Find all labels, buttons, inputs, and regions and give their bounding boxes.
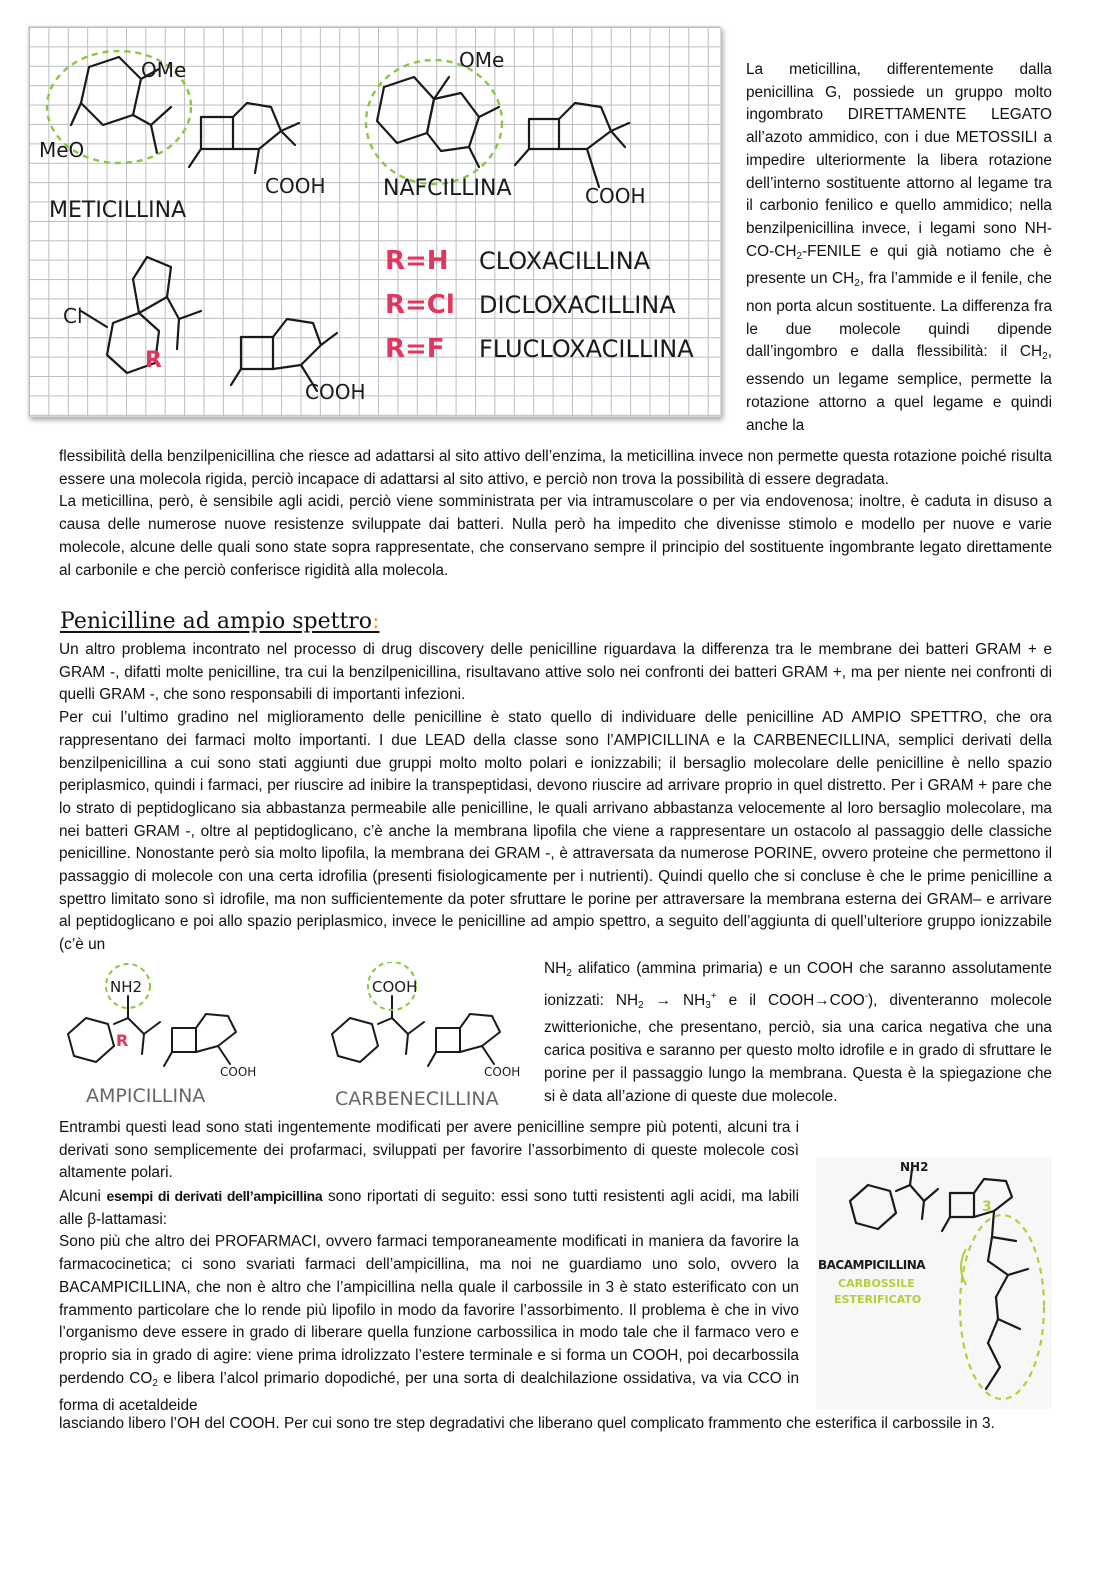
zwitterion-paragraph: $NH_2$ alifatico (ammina primaria) e un COOH che saranno assolutamente ionizzati: $NH_2 \to NH_3^+$ e il COOH→COO-), diventeranno molecole zwitterioniche, che presentano, perciò, sia una carica negativa che una carica positiva e saranno per questo molto idrofile e in grado di sfruttare le porine per il passaggio lungo la membrana. Questa è la spiegazione che si è data all’azione di queste due molecole. bbox=[544, 960, 1052, 1105]
paragraph-acid-sensitivity: La meticillina, però, è sensibile agli acidi, perciò viene somministrata per via intramuscolare o per via endovenosa; inoltre, è caduta in disuso a causa delle numerose nuove resistenze sviluppate dai batteri. Nulla però ha impedito che divenisse stimolo e modello per nuove e varie molecole, alcune delle quali sono state sopra rappresentate, che conservano sempre il principio del sostituente ingombrante legato direttamente al carbonile e che perciò conferisce rigidità alla molecola. bbox=[59, 493, 1052, 579]
highlighted-phrase: esempi di derivati dell’ampicillina bbox=[106, 1188, 323, 1204]
ester-highlight-circle bbox=[960, 1215, 1044, 1399]
carbenecillina-benzene-ring bbox=[332, 1018, 378, 1062]
section-title: Penicilline ad ampio spettro: bbox=[60, 609, 380, 634]
paragraph-final: lasciando libero l’OH del COOH. Per cui sono tre step degradativi che liberano quel complicato frammento che esterifica il carbossile in 3. bbox=[59, 1415, 995, 1432]
isoxazole-ring bbox=[133, 257, 171, 313]
carbossile-label: CARBOSSILE bbox=[838, 1277, 915, 1290]
meticillina-description: La meticillina, differentemente dalla penicillina G, possiede un gruppo molto ingombrato DIRETTAMENTE LEGATO all’azoto ammidico, con i due METOSSILI a impedire ulteriormente la libera rotazione dell’interno sostituente attorno al legame tra il carbonio fenilico e quello ammidico; nella benzilpenicillina invece, i legami sono $NH-CO-CH_2$-FENILE e qui già notiamo che è presente un $CH_2$, fra l’ammide e il fenile, che non porta alcun sostituente. La differenza fra le due molecole quindi dipende dall’ingombro e dalla flessibilità: il $CH_2$, essendo un legame semplice, permette la rotazione attorno a quel legame e quindi anche la bbox=[746, 61, 1052, 434]
bac-nh2-label: NH2 bbox=[900, 1160, 929, 1174]
figure-bacampicillina bbox=[816, 1157, 1052, 1409]
r-center-label: R bbox=[116, 1031, 129, 1050]
dicloxacillina-label: DICLOXACILLINA bbox=[479, 291, 676, 319]
nafcillina-ring-1 bbox=[377, 77, 434, 143]
figure-ampicillina-carbenecillina bbox=[60, 962, 536, 1114]
nh2-label: NH2 bbox=[110, 978, 143, 996]
cooh-label-2: COOH bbox=[585, 184, 646, 208]
structures-drawing bbox=[29, 27, 720, 416]
lead-structures-drawing bbox=[60, 962, 536, 1114]
ampicillina-label: AMPICILLINA bbox=[86, 1085, 206, 1107]
paragraph-derivatives: Alcuni esempi di derivati dell’ampicillina sono riportati di seguito: essi sono tutti resistenti agli acidi, ma labili alle β-lattamasi: Sono più che altro dei PROFARMACI, ovvero farmaci temporaneamente modificati in maniera da favorire la farmacocinetica; ci sono svariati farmaci dell’ampicillina, ma noi ne guardiamo uno solo, ovvero la BACAMPICILLINA, che non è altro che l’ampicillina nella quale il carbossile in 3 è stato esterificato con un frammento particolare che lo rende più lipofilo in modo da favorire l’assorbimento. Il problema è che in vivo l’organismo deve essere in grado di liberare quella funzione carbossilica in modo tale che il farmaco vero e proprio sia in grado di agire: viene prima idrolizzato l’estere terminale e si forma un COOH, poi decarbossila perdendo $CO_2$ e libera l’alcol primario dopodiché, per una sorta di dealchilazione ossidativa, va via CCO in forma di acetaldeide bbox=[59, 1185, 799, 1418]
bacampicillina-benzene-ring bbox=[850, 1185, 896, 1229]
meticillina-label: METICILLINA bbox=[49, 198, 187, 223]
nafcillina-highlight-circle bbox=[366, 60, 502, 184]
ome-label-2: OMe bbox=[459, 48, 505, 72]
figure-penicillins-structures bbox=[28, 26, 721, 417]
cooh-label-1: COOH bbox=[265, 174, 326, 198]
position-3-label: 3 bbox=[982, 1199, 992, 1215]
paragraph-flexibility: flessibilità della benzilpenicillina che riesce ad adattarsi al sito attivo dell’enzima, la meticillina invece non permette questa rotazione poiché risulta essere una molecola rigida, perciò incapace di adattarsi al sito attivo, e perciò non trova la possibilità di essere degradata. La meticillina, però, è sensibile agli acidi, perciò viene somministrata per via intramuscolare o per via endovenosa; inoltre, è caduta in disuso a causa delle numerose nuove resistenze sviluppate dai batteri. Nulla però ha impedito che divenisse stimolo e modello per nuove e varie molecole, alcune delle quali sono state sopra rappresentate, che conservano sempre il principio del sostituente ingombrante legato direttamente al carbonile e che perciò conferisce rigidità alla molecola. bbox=[59, 446, 1052, 582]
paragraph-prodrugs-intro: Entrambi questi lead sono stati ingentemente modificati per avere penicilline sempre più potenti, alcuni tra i derivati sono semplicemente dei profarmaci, sviluppati per favorire l’assorbimento di queste molecole così altamente polari. bbox=[59, 1119, 799, 1182]
r-f-label: R=F bbox=[385, 334, 445, 364]
flucloxacillina-label: FLUCLOXACILLINA bbox=[479, 335, 694, 363]
bacampicillina-drawing bbox=[816, 1157, 1052, 1409]
cl-label: Cl bbox=[63, 304, 83, 328]
esterificato-label: ESTERIFICATO bbox=[834, 1293, 922, 1306]
paragraph-gram: Un altro problema incontrato nel processo di drug discovery delle penicilline riguardava la differenza tra le membrane dei batteri GRAM + e GRAM -, difatti molte penicilline, tra cui la benzilpenicillina, risultavano attive solo nei confronti dei batteri GRAM +, ma per niente nei confronti di quelli GRAM -, che sono responsabili di importanti infezioni. Per cui l’ultimo gradino nel miglioramento delle penicilline è stato quello di individuare delle penicilline AD AMPIO SPETTRO, che ora rappresentano dei farmaci molto importanti. I due LEAD della classe sono l’AMPICILLINA e la CARBENECILLINA, semplici derivati della benzilpenicillina a cui sono stati aggiunti due gruppi molto molto polari e ionizzabili; il bersaglio molecolare delle penicilline è nello spazio periplasmico, quindi i farmaci, per riuscire ad inibire la transpeptidasi, devono riuscire ad arrivare proprio in quel distretto. Per i GRAM + pare che lo strato di peptidoglicano sia abbastanza permeabile alle penicilline, le quali arrivano abbastanza velocemente al loro bersaglio molecolare, ma nei batteri GRAM -, oltre al peptidoglicano, c’è anche la membrana lipofila che viene a rappresentare un ostacolo al passaggio delle classiche penicilline. Nonostante però sia molto lipofila, la membrana dei GRAM -, è attraversata da numerose PORINE, ovvero proteine che permettono il passaggio di molecole con una certa idrofilia (presenti fisiologicamente per i nutrienti). Quindi quello che si concluse è che le prime penicilline a spettro limitato sono sì idrofile, ma non sufficientemente da poter sfruttare le porine per attraversare la membrana esterna dei GRAM– e arrivare al peptidoglicano e poi allo spazio periplasmico, invece le penicilline ad ampio spettro, a seguito dell’aggiunta di quell’ulteriore gruppo ionizzabile (c’è un bbox=[59, 639, 1052, 957]
paragraph-bacampicillina: Sono più che altro dei PROFARMACI, ovvero farmaci temporaneamente modificati in maniera da favorire la farmacocinetica; ci sono svariati farmaci dell’ampicillina, ma noi ne guardiamo uno solo, ovvero la BACAMPICILLINA, che non è altro che l’ampicillina nella quale il carbossile in 3 è stato esterificato con un frammento particolare che lo rende più lipofilo in modo da favorire l’assorbimento. Il problema è che in vivo l’organismo deve essere in grado di liberare quella funzione carbossilica in modo tale che il farmaco vero e proprio sia in grado di agire: viene prima idrolizzato l’estere terminale e si forma un COOH, poi decarbossila perdendo $CO_2$ e libera l’alcol primario dopodiché, per una sorta di dealchilazione ossidativa, va via CCO in forma di acetaldeide bbox=[59, 1233, 800, 1415]
r-substituent-label: R bbox=[145, 348, 162, 373]
nafcillina-label: NAFCILLINA bbox=[383, 176, 512, 201]
r-h-label: R=H bbox=[385, 246, 449, 276]
carbenecillina-label: CARBENECILLINA bbox=[335, 1088, 499, 1110]
meo-label: MeO bbox=[39, 138, 85, 162]
cloxacillina-label: CLOXACILLINA bbox=[479, 247, 651, 275]
bacampicillina-label: BACAMPICILLINA bbox=[818, 1258, 926, 1272]
ampicillina-cooh-label: COOH bbox=[220, 1065, 257, 1079]
ampicillina-benzene-ring bbox=[68, 1018, 114, 1062]
paragraph-broad-spectrum: Per cui l’ultimo gradino nel miglioramento delle penicilline è stato quello di individuare delle penicilline AD AMPIO SPETTRO, che ora rappresentano dei farmaci molto importanti. I due LEAD della classe sono l’AMPICILLINA e la CARBENECILLINA, semplici derivati della benzilpenicillina a cui sono stati aggiunti due gruppi molto molto polari e ionizzabili; il bersaglio molecolare delle penicilline è nello spazio periplasmico, quindi i farmaci, per riuscire ad inibire la transpeptidasi, devono riuscire ad arrivare proprio in quel distretto. Per i GRAM + pare che lo strato di peptidoglicano sia abbastanza permeabile alle penicilline, le quali arrivano abbastanza velocemente al loro bersaglio molecolare, ma nei batteri GRAM -, oltre al peptidoglicano, c’è anche la membrana lipofila che viene a rappresentare un ostacolo al passaggio delle classiche penicilline. Nonostante però sia molto lipofila, la membrana dei GRAM -, è attraversata da numerose PORINE, ovvero proteine che permettono il passaggio di molecole con una certa idrofilia (presenti fisiologicamente per i nutrienti). Quindi quello che si concluse è che le prime penicilline a spettro limitato sono sì idrofile, ma non sufficientemente da poter sfruttare le porine per attraversare la membrana esterna dei GRAM– e arrivare al peptidoglicano e poi allo spazio periplasmico, invece le penicilline ad ampio spettro, a seguito dell’aggiunta di quell’ulteriore gruppo ionizzabile (c’è un bbox=[59, 709, 1052, 954]
cooh-top-label: COOH bbox=[372, 978, 418, 996]
cooh-label-3: COOH bbox=[305, 380, 366, 404]
r-cl-label: R=Cl bbox=[385, 290, 455, 320]
carbenecillina-cooh-label: COOH bbox=[484, 1065, 521, 1079]
ome-label-1: OMe bbox=[141, 58, 187, 82]
